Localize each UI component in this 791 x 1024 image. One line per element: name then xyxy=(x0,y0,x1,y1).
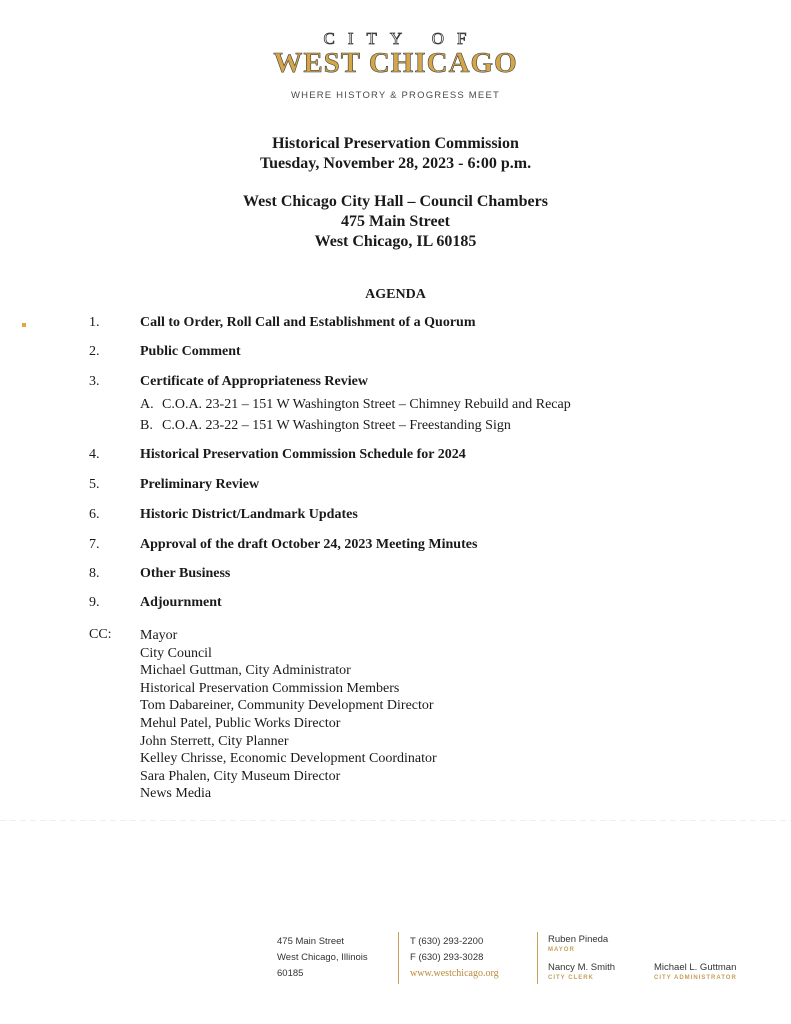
city-logo xyxy=(0,30,791,101)
agenda-item-number: 2. xyxy=(89,344,100,359)
agenda-item-number: 8. xyxy=(89,566,100,581)
cc-recipient-list xyxy=(140,627,437,803)
agenda-item xyxy=(0,344,791,364)
agenda-item-number: 9. xyxy=(89,595,100,610)
cc-label: CC: xyxy=(89,627,112,642)
agenda-subitem-text: C.O.A. 23-22 – 151 W Washington Street – Freestanding Sign xyxy=(162,418,511,433)
footer-address xyxy=(277,934,392,982)
footer-officials xyxy=(548,934,615,982)
mayor-role: MAYOR xyxy=(548,947,575,953)
cc-recipient: Mehul Patel, Public Works Director xyxy=(140,715,341,731)
cc-recipient: Historical Preservation Commission Members xyxy=(140,680,400,696)
agenda-subitem-text: C.O.A. 23-21 – 151 W Washington Street – Chimney Rebuild and Recap xyxy=(162,397,571,412)
agenda-item-label: Certificate of Appropriateness Review xyxy=(140,374,368,389)
cc-recipient: City Council xyxy=(140,645,212,661)
agenda-item xyxy=(0,315,791,335)
agenda-subitem-label: A. xyxy=(140,397,154,412)
venue-street: 475 Main Street xyxy=(340,213,450,230)
logo-tagline: WHERE HISTORY & PROGRESS MEET xyxy=(290,90,500,101)
venue-city: West Chicago, IL 60185 xyxy=(314,233,477,250)
agenda-item-label: Other Business xyxy=(140,566,231,581)
agenda-item-label: Preliminary Review xyxy=(140,477,260,492)
agenda-item xyxy=(0,537,791,557)
agenda-subitem-label: B. xyxy=(140,418,153,433)
agenda-item-number: 6. xyxy=(89,507,100,522)
cc-recipient: Sara Phalen, City Museum Director xyxy=(140,768,341,784)
footer-fax: F (630) 293-3028 xyxy=(410,952,484,963)
meeting-header xyxy=(0,134,791,252)
agenda-item-label: Historic District/Landmark Updates xyxy=(140,507,358,522)
mayor-name: Ruben Pineda xyxy=(548,934,609,945)
agenda-item-label: Approval of the draft October 24, 2023 Meeting Minutes xyxy=(140,537,478,552)
scan-artifact-line xyxy=(0,820,791,821)
clerk-role: CITY CLERK xyxy=(548,975,594,981)
logo-city-of: CITY OF xyxy=(323,29,480,48)
agenda-item xyxy=(0,595,791,615)
commission-title: Historical Preservation Commission xyxy=(272,135,519,152)
cc-recipient: Michael Guttman, City Administrator xyxy=(140,663,351,679)
footer-website-link[interactable]: www.westchicago.org xyxy=(410,968,499,979)
clerk-name: Nancy M. Smith xyxy=(548,962,616,973)
admin-role: CITY ADMINISTRATOR xyxy=(654,975,737,981)
footer-divider xyxy=(398,932,399,984)
footer-address-line: 475 Main Street xyxy=(277,936,345,947)
meeting-date: Tuesday, November 28, 2023 - 6:00 p.m. xyxy=(259,155,532,172)
venue: West Chicago City Hall – Council Chambers xyxy=(243,193,548,210)
agenda-item xyxy=(0,447,791,467)
agenda-item-number: 5. xyxy=(89,477,100,492)
cc-recipient: Kelley Chrisse, Economic Development Coordinator xyxy=(140,751,437,767)
cc-recipient: John Sterrett, City Planner xyxy=(140,733,289,749)
agenda-item xyxy=(0,566,791,586)
cc-recipient: Mayor xyxy=(140,628,178,643)
agenda-item-number: 1. xyxy=(89,315,100,330)
agenda-item xyxy=(0,374,791,394)
footer-address-line: 60185 xyxy=(277,968,304,979)
footer-address-line: West Chicago, Illinois xyxy=(277,952,368,963)
agenda-item xyxy=(0,507,791,527)
agenda-item-label: Public Comment xyxy=(140,344,241,359)
footer-administrator xyxy=(654,962,774,982)
agenda-item-label: Historical Preservation Commission Schedule for 2024 xyxy=(140,447,466,462)
footer-phone: T (630) 293-2200 xyxy=(410,936,484,947)
agenda-title: AGENDA xyxy=(365,287,426,302)
agenda-item xyxy=(0,477,791,497)
agenda-item-label: Adjournment xyxy=(140,595,222,610)
footer-divider xyxy=(537,932,538,984)
cc-recipient: News Media xyxy=(140,786,212,802)
agenda-item-label: Call to Order, Roll Call and Establishment of a Quorum xyxy=(140,315,476,330)
admin-name: Michael L. Guttman xyxy=(654,962,737,973)
agenda-item-number: 3. xyxy=(89,374,100,389)
agenda-item-number: 4. xyxy=(89,447,100,462)
footer-contact xyxy=(410,934,499,982)
logo-name: WEST CHICAGO xyxy=(273,47,518,79)
cc-recipient: Tom Dabareiner, Community Development Director xyxy=(140,698,434,714)
agenda-item-number: 7. xyxy=(89,537,100,552)
